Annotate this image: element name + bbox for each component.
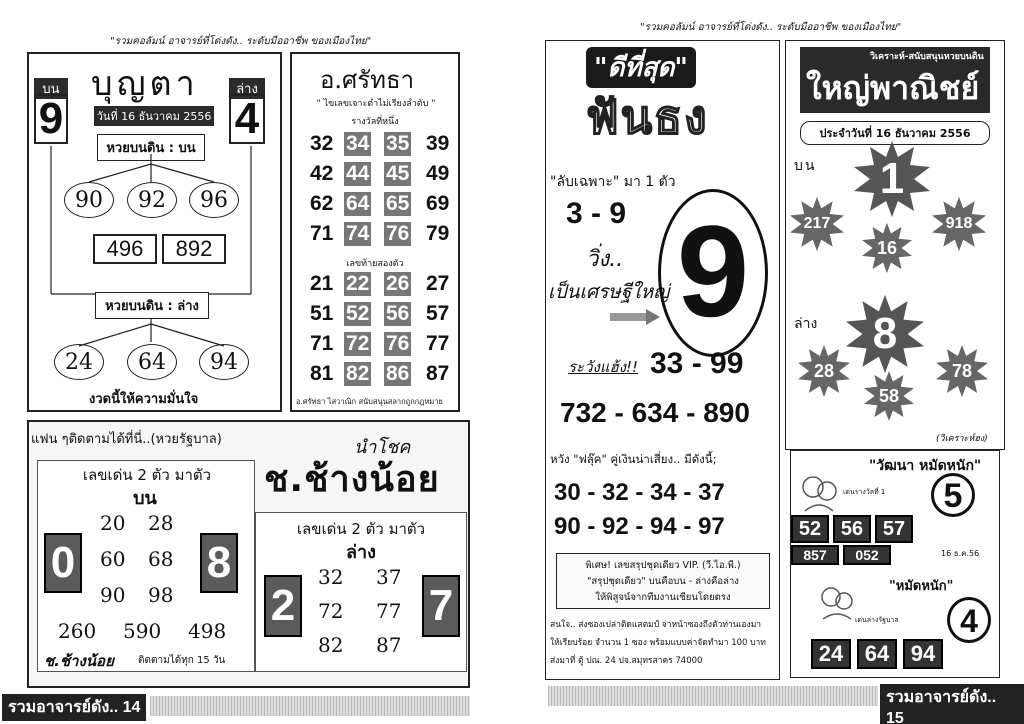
grid-cell: 42: [310, 162, 334, 185]
dee-note1: สนใจ.. ส่งซองเปล่าติดแสตมป์ จ่าหน้าซองถึงตัวท่านเองมา: [550, 620, 762, 630]
grid-cell: 62: [310, 192, 334, 215]
oval-bottom-3: 94: [199, 344, 249, 380]
sattha-grid1: [292, 132, 458, 252]
yai-top-side-1: 217: [803, 215, 831, 232]
grid-cell: 22: [346, 272, 370, 295]
chang-brand-top: นำโชค: [354, 437, 411, 458]
bottom-pair-5: 82: [318, 633, 344, 657]
dee-big-digit: 9: [676, 198, 750, 344]
vip-line2: "สรุปชุดเดียว" บนคือบน - ล่างคือล่าง: [587, 576, 739, 587]
dee-run: วิ่ง..: [586, 247, 624, 272]
tile-1: 52: [791, 515, 829, 543]
yai-bottom-side-2: 78: [951, 360, 973, 381]
dee-label: "ลับเฉพาะ" มา 1 ตัว: [550, 174, 676, 190]
grid-cell: 76: [386, 332, 410, 355]
bottom-sub: ล่าง: [346, 542, 376, 563]
dee-note2: ให้เรียบร้อย จำนวน 1 ซอง พร้อมแบบค่าจัดทำมา 100 บาท: [550, 638, 766, 648]
grid-cell: 77: [426, 332, 450, 355]
top-pair-2: 28: [148, 511, 174, 535]
top-pair-4: 68: [148, 547, 174, 571]
yai-bottom-main: 8: [872, 309, 898, 358]
grid-cell: 69: [426, 192, 450, 215]
left-page-header: "รวมคอลัมน์ อาจารย์ที่โด่งดัง.. ระดับมืออาชีพ ของเมืองไทย": [110, 36, 372, 47]
top-pair-3: 60: [100, 547, 126, 571]
bottom-heading: เลขเด่น 2 ตัว มาตัว: [296, 520, 426, 538]
chang-triple-3: 498: [188, 619, 227, 643]
yai-credit: (วิเคราะห์ฮง): [936, 434, 988, 444]
oval-bottom-1: 24: [54, 344, 104, 380]
section-top: หวยบนดิน : บน: [97, 134, 205, 161]
wattana-bottom-digit: 4: [947, 597, 991, 643]
top-pair-6: 98: [148, 583, 174, 607]
fan-line: แฟน ๆติดตามได้ที่นี่..(หวยรัฐบาล): [31, 432, 222, 447]
yai-top-side-2: 918: [945, 215, 973, 232]
sattha-subtitle: " ไขเลขเจาะตำไม่เรียงลำดับ ": [316, 99, 436, 109]
chang-triple-2: 590: [123, 619, 162, 643]
bottom-digit: 4: [229, 94, 265, 144]
left-footer-title: รวมอาจารย์ดัง.. 14: [2, 694, 146, 721]
oval-top-2: 92: [127, 182, 177, 218]
wattana-bottom-tag: เด่นล่างรัฐบาล: [855, 616, 899, 624]
sattha-title: อ.ศรัทธา: [320, 66, 415, 94]
wattana-date: 16 ธ.ค.56: [941, 549, 980, 558]
top-pair-5: 90: [100, 583, 126, 607]
wattana-title2: "หมัดหนัก": [889, 579, 954, 594]
top-pick-box: [37, 460, 255, 672]
star-top-main: [854, 141, 930, 217]
grid-cell: 71: [310, 332, 334, 355]
grid-cell: 39: [426, 132, 450, 155]
dee-pair: 3 - 9: [566, 197, 627, 230]
yai-title: ใหญ่พาณิชย์: [806, 69, 980, 107]
grid-cell: 21: [310, 272, 334, 295]
grid-cell: 51: [310, 302, 334, 325]
bottom-right-digit: 7: [422, 575, 460, 637]
dee-row2: 90 - 92 - 94 - 97: [554, 513, 725, 540]
chang-triple-1: 260: [58, 619, 97, 643]
dee-row1: 30 - 32 - 34 - 37: [554, 479, 725, 506]
sattha-box: [290, 52, 460, 412]
star-bottom-1: [798, 345, 850, 397]
tile2-3: 94: [903, 639, 943, 669]
grid-cell: 34: [346, 132, 370, 155]
grid-cell: 71: [310, 222, 334, 245]
star-top-2: [932, 197, 986, 251]
vip-line1: พิเศษ! เลขสรุปชุดเดียว VIP. (วี.ไอ.พี.): [585, 560, 741, 571]
yai-bottom-label: ล่าง: [794, 316, 818, 332]
oval-bottom-2: 64: [127, 344, 177, 380]
dee-box: [545, 40, 780, 680]
tile-small-2: 052: [843, 545, 891, 565]
arrow-icon: [610, 309, 660, 329]
grid-cell: 44: [346, 162, 370, 185]
dee-vip-box: [556, 553, 770, 609]
dee-triple: 732 - 634 - 890: [560, 397, 750, 428]
yai-bottom-side-3: 58: [878, 385, 900, 406]
right-footer-band: [548, 686, 878, 706]
bottom-pair-4: 77: [376, 599, 402, 623]
yai-bottom-side-1: 28: [813, 360, 835, 381]
yai-top-label: บน: [794, 158, 817, 174]
dee-title2: ฟันธง: [586, 90, 709, 144]
star-top-3: [862, 223, 912, 273]
yai-date: ประจำวันที่ 16 ธันวาคม 2556: [800, 121, 990, 145]
star-top-1: [790, 197, 844, 251]
yai-top-main: 1: [879, 154, 905, 203]
wattana-box: [790, 450, 1000, 678]
yai-tag: วิเคราะห์-สนับสนุนหวยบนดิน: [870, 52, 984, 62]
grid-cell: 27: [426, 272, 450, 295]
grid-cell: 35: [386, 132, 410, 155]
top-right-digit: 8: [200, 533, 238, 593]
bottom-pick-box: [255, 512, 467, 672]
grid-cell: 64: [346, 192, 370, 215]
sattha-label1: รางวัลที่หนึ่ง: [351, 117, 399, 127]
oval-top-3: 96: [189, 182, 239, 218]
bottom-pair-6: 87: [376, 633, 402, 657]
top-label: บน: [34, 78, 68, 99]
grid-cell: 26: [386, 272, 410, 295]
wattana-title: "วัฒนา หมัดหนัก": [869, 458, 982, 474]
triple-1: 496: [93, 234, 157, 264]
grid-cell: 72: [346, 332, 370, 355]
bottom-pair-2: 37: [376, 565, 402, 589]
grid-cell: 45: [386, 162, 410, 185]
grid-cell: 87: [426, 362, 450, 385]
bottom-pair-1: 32: [318, 565, 344, 589]
grid-cell: 49: [426, 162, 450, 185]
star-bottom-main: [846, 295, 924, 373]
grid-cell: 32: [310, 132, 334, 155]
dee-hope: หวัง "ฟลุ๊ค" คู่เงินน่าเสี่ยง.. มีดังนี้;: [550, 452, 717, 466]
grid-cell: 52: [346, 302, 370, 325]
grid-cell: 79: [426, 222, 450, 245]
dee-title1: "ดีที่สุด": [586, 47, 696, 88]
tile-3: 57: [875, 515, 913, 543]
chang-follow: ติดตามได้ทุก 15 วัน: [138, 655, 226, 666]
bottom-label: ล่าง: [229, 78, 265, 99]
star-bottom-2: [936, 345, 988, 397]
section-bottom: หวยบนดิน : ล่าง: [95, 292, 209, 319]
boxer-icon-2: [817, 583, 857, 623]
oval-top-1: 90: [64, 182, 114, 218]
boxer-icon-1: [799, 471, 839, 515]
top-left-digit: 0: [44, 533, 82, 593]
sattha-grid2: [292, 272, 458, 392]
chang-sig: ช.ช้างน้อย: [44, 652, 114, 670]
bunyata-footer: งวดนี้ให้ความมั่นใจ: [89, 392, 199, 407]
bottom-left-digit: 2: [264, 575, 302, 637]
tile2-2: 64: [857, 639, 897, 669]
right-footer-title: รวมอาจารย์ดัง.. 15: [880, 684, 1024, 724]
yai-top-side-3: 16: [876, 237, 898, 258]
grid-cell: 57: [426, 302, 450, 325]
left-footer-band: [150, 696, 470, 716]
tile-2: 56: [833, 515, 871, 543]
vip-line3: ให้พิสูจน์จากทีมงานเซียนโดยตรง: [595, 592, 731, 603]
bunyata-box: [27, 52, 282, 412]
wattana-top-tag: เด่นรางวัลที่ 1: [843, 488, 886, 496]
yai-box: [785, 40, 1005, 450]
bunyata-date: วันที่ 16 ธันวาคม 2556: [94, 106, 214, 126]
top-heading: เลขเด่น 2 ตัว มาตัว: [82, 466, 212, 484]
chang-brand: ช.ช้างน้อย: [264, 459, 440, 500]
sattha-footer: อ.ศรัทธา ไสวาณิก สนับสนุนสลากถูกกฎหมาย: [296, 397, 443, 406]
dee-rich: เป็นเศรษฐีใหญ่: [548, 281, 670, 303]
right-page-header: "รวมคอลัมน์ อาจารย์ที่โด่งดัง.. ระดับมืออาชีพ ของเมืองไทย": [640, 22, 902, 33]
grid-cell: 74: [346, 222, 370, 245]
tile-small-1: 857: [791, 545, 839, 565]
grid-cell: 86: [386, 362, 410, 385]
top-sub: บน: [133, 488, 157, 509]
grid-cell: 65: [386, 192, 410, 215]
sattha-label2: เลขท้ายสองตัว: [346, 259, 404, 269]
dee-note3: ส่งมาที่ ตู้ ปณ. 24 ปจ.สมุทรสาคร 74000: [550, 656, 703, 666]
grid-cell: 76: [386, 222, 410, 245]
grid-cell: 56: [386, 302, 410, 325]
star-bottom-3: [864, 371, 914, 421]
chang-section: [27, 420, 470, 688]
triple-2: 892: [162, 234, 226, 264]
grid-cell: 82: [346, 362, 370, 385]
wattana-top-digit: 5: [931, 473, 975, 517]
bottom-pair-3: 72: [318, 599, 344, 623]
grid-cell: 81: [310, 362, 334, 385]
top-pair-1: 20: [100, 511, 126, 535]
dee-careful: ระวังแฮ้ง!!: [568, 358, 639, 376]
top-digit: 9: [34, 94, 68, 144]
tile2-1: 24: [811, 639, 851, 669]
dee-careful-num: 33 - 99: [650, 347, 744, 380]
bunyata-title: บุญตา: [91, 64, 199, 104]
